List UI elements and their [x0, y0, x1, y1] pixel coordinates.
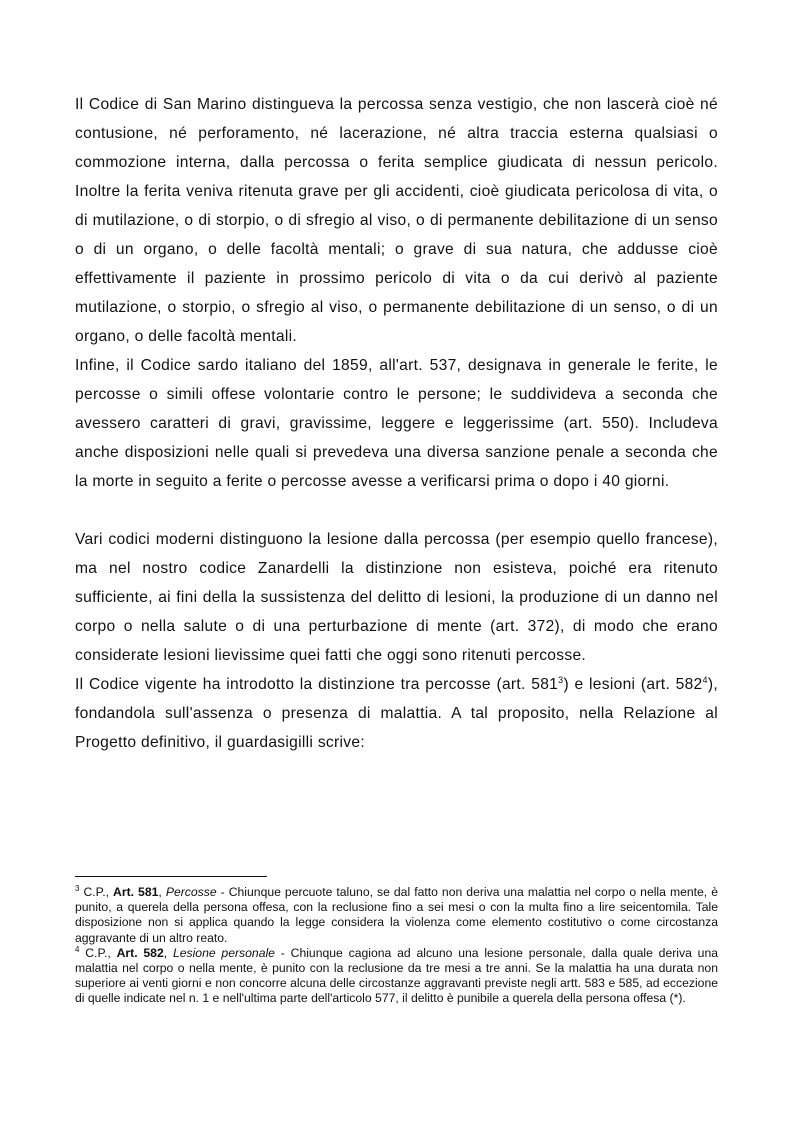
paragraph-codici-moderni: Vari codici moderni distinguono la lesione dalla percossa (per esempio quello francese), ma nel nostro codice Zanardelli la distinzione non esisteva, poiché era ritenuto sufficiente, ai fini della la sussistenza del delitto di lesioni, la produzione di un danno nel corpo o nella salute o di una perturbazione di mente (art. 372), di modo che erano considerate lesioni lievissime quei fatti che oggi sono ritenuti percosse. — [75, 531, 718, 664]
footnote-text: - Chiunque cagiona ad alcuno una lesione personale, dalla quale deriva una malattia nel corpo o nella mente, è punito con la reclusione da tre mesi a tre anni. Se la malattia ha una durata non superiore ai venti giorni e non concorre alcuna delle circostanze aggravanti previste negli artt. 583 e 585, ad eccezione di quelle indicate nel n. 1 e nell'ultima parte dell'articolo 577, il delitto è punibile a querela della persona offesa (*). — [75, 945, 718, 1006]
paragraph-san-marino: Il Codice di San Marino distingueva la percossa senza vestigio, che non lascerà cioè né contusione, né perforamento, né lacerazione, né altra traccia esterna qualsiasi o commozione interna, dalla percossa o ferita semplice giudicata di nessun pericolo. Inoltre la ferita veniva ritenuta grave per gli accidenti, cioè giudicata pericolosa di vita, o di mutilazione, o di storpio, o di sfregio al viso, o di permanente debilitazione di un senso o di un organo, o delle facoltà mentali; o grave di sua natura, che addusse cioè effettivamente il paziente in prossimo pericolo di vita o da cui derivò al paziente mutilazione, o storpio, o sfregio al viso, o permanente debilitazione di un senso, o di un organo, o delle facoltà mentali. — [75, 96, 718, 345]
footnote-article: Art. 581 — [113, 885, 159, 899]
paragraph-codice-vigente — [75, 670, 718, 757]
text-run: Il Codice vigente ha introdotto la distinzione tra percosse (art. 581 — [75, 676, 559, 693]
footnote-prefix: C.P., — [79, 885, 114, 899]
footnote-3 — [75, 885, 718, 946]
footnote-4 — [75, 946, 718, 1007]
footnote-ref-4[interactable]: 4 — [702, 674, 708, 685]
footnote-text: - Chiunque percuote taluno, se dal fatto non deriva una malattia nel corpo o nella mente, è punito, a querela della persona offesa, con la reclusione fino a sei mesi o con la multa fino a lire seicentomila. Tale disposizione non si applica quando la legge considera la violenza come elemento costitutivo o come circostanza aggravante di un altro reato. — [75, 885, 719, 945]
footnote-sep: , — [158, 885, 166, 899]
paragraph-codice-sardo: Infine, il Codice sardo italiano del 1859, all'art. 537, designava in generale le ferite, le percosse o simili offese volontarie contro le persone; le suddivideva a seconda che avessero caratteri di gravi, gravissime, leggere e leggerissime (art. 550). Includeva anche disposizioni nelle quali si prevedeva una diversa sanzione penale a seconda che la morte in seguito a ferite o percosse avesse a verificarsi prima o dopo i 40 giorni. — [75, 357, 718, 490]
paragraph-gap — [75, 496, 718, 525]
footnote-prefix: C.P., — [79, 945, 117, 960]
footnote-title: Percosse — [165, 885, 217, 899]
text-run: ) e lesioni (art. 582 — [563, 676, 703, 693]
footnote-article: Art. 582 — [116, 945, 164, 960]
main-text — [75, 90, 718, 757]
footnote-title: Lesione personale — [172, 945, 275, 960]
footnote-ref-3[interactable]: 3 — [558, 674, 564, 685]
footnote-separator — [75, 876, 267, 877]
footnotes — [75, 876, 718, 1007]
footnote-number: 3 — [75, 883, 80, 893]
footnote-number: 4 — [75, 944, 80, 954]
footnote-sep: , — [163, 945, 173, 960]
text-run: ), fondandola sull'assenza o presenza di malattia. A tal proposito, nella Relazione al Progetto definitivo, il guardasigilli scrive: — [75, 676, 718, 751]
